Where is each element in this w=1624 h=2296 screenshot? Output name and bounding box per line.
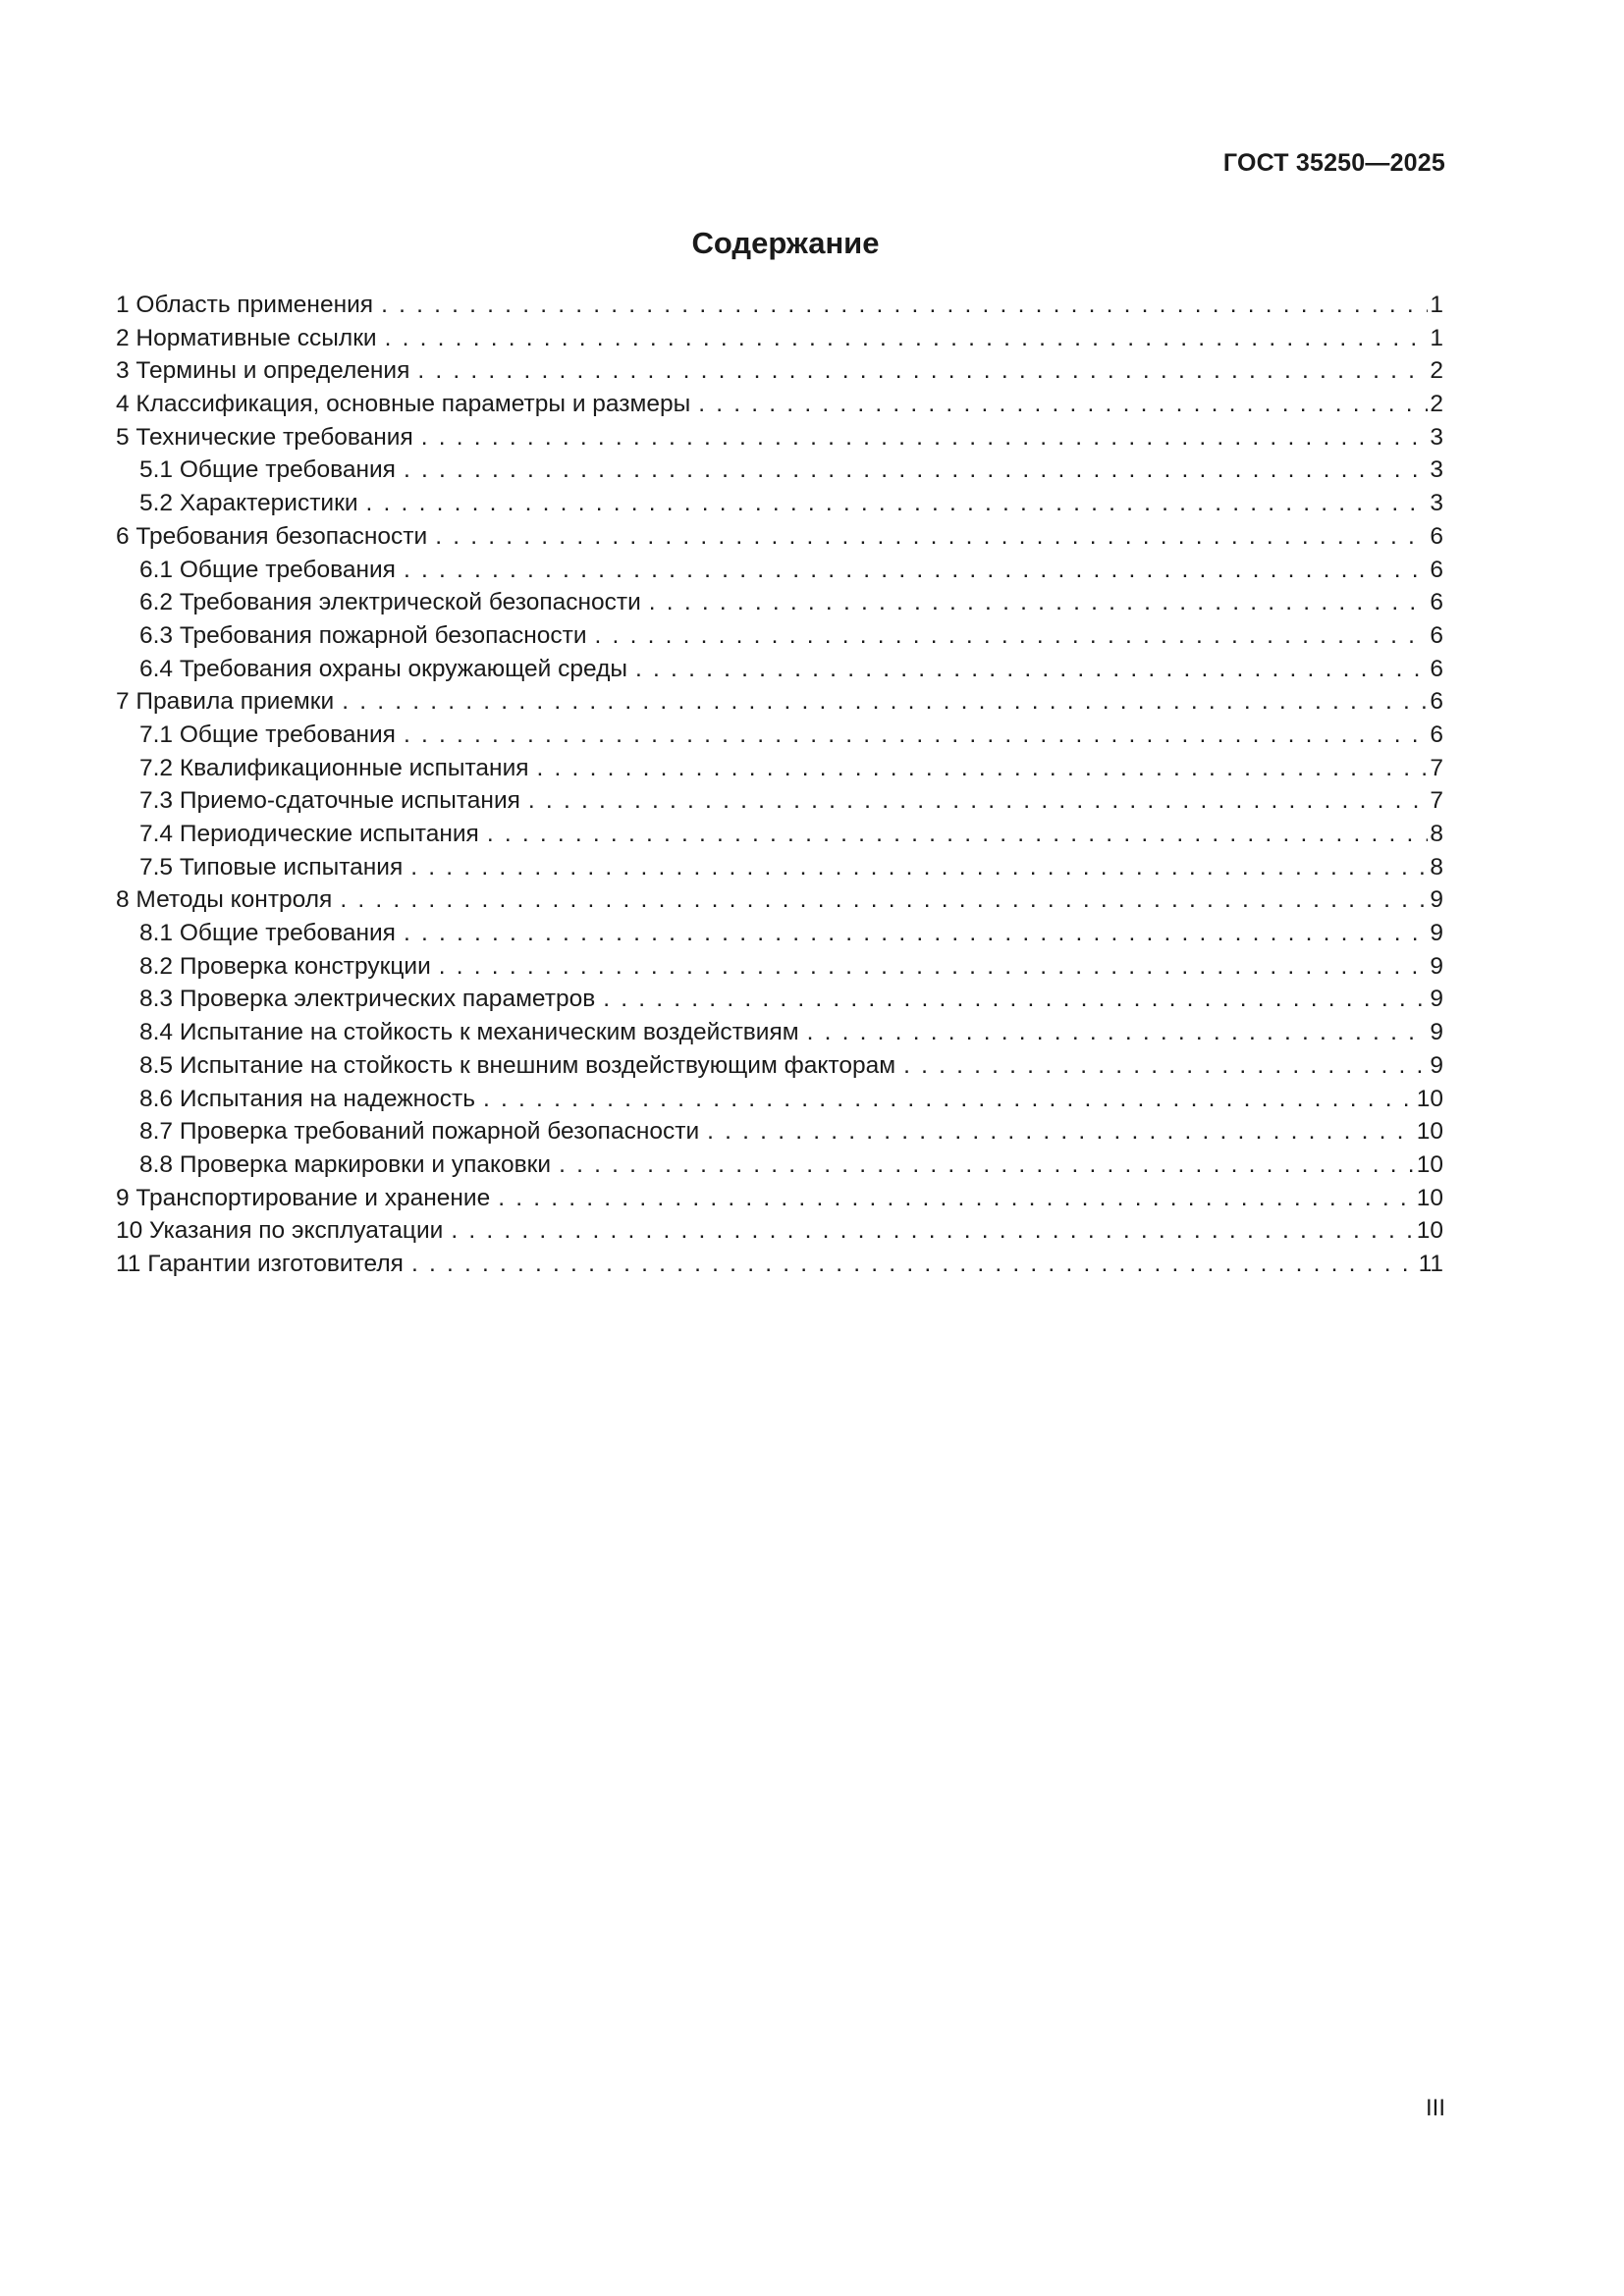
toc-entry-page: 9	[1430, 1051, 1443, 1079]
toc-entry-label: 8.2 Проверка конструкции	[139, 952, 431, 980]
toc-entry-label: 11 Гарантии изготовителя	[116, 1250, 404, 1277]
toc-title: Содержание	[691, 226, 880, 260]
toc-entry[interactable]	[116, 289, 1443, 322]
toc-dot-leader	[439, 950, 1429, 984]
toc-entry-label: 7.5 Типовые испытания	[139, 853, 404, 881]
toc-dot-leader	[404, 917, 1428, 950]
toc-entry[interactable]	[116, 619, 1443, 653]
toc-entry-label: 6.1 Общие требования	[139, 556, 396, 583]
toc-dot-leader	[385, 322, 1429, 355]
toc-entry-label: 4 Классификация, основные параметры и размеры	[116, 391, 691, 418]
toc-entry-page: 10	[1416, 1184, 1443, 1211]
toc-entry-label: 10 Указания по эксплуатации	[116, 1217, 444, 1245]
toc-dot-leader	[411, 1248, 1417, 1281]
toc-entry-page: 8	[1430, 853, 1443, 881]
toc-dot-leader	[537, 752, 1429, 785]
toc-entry-label: 5.2 Характеристики	[139, 490, 358, 517]
toc-entry-label: 9 Транспортирование и хранение	[116, 1184, 491, 1211]
toc-entry-label: 7.1 Общие требования	[139, 721, 396, 748]
toc-entry-label: 8.4 Испытание на стойкость к механическим воздействиям	[139, 1019, 799, 1046]
toc-entry-label: 8.3 Проверка электрических параметров	[139, 986, 596, 1013]
toc-entry[interactable]	[116, 586, 1443, 619]
toc-dot-leader	[483, 1083, 1415, 1116]
toc-entry[interactable]	[116, 1148, 1443, 1182]
toc-dot-leader	[404, 454, 1428, 487]
toc-dot-leader	[528, 784, 1428, 818]
toc-entry-page: 1	[1430, 292, 1443, 318]
toc-entry[interactable]	[116, 719, 1443, 752]
toc-entry[interactable]	[116, 851, 1443, 884]
toc-entry-label: 7 Правила приемки	[116, 688, 335, 716]
toc-entry[interactable]	[116, 983, 1443, 1016]
toc-entry-label: 7.2 Квалификационные испытания	[139, 754, 529, 781]
toc-entry-label: 6.4 Требования охраны окружающей среды	[139, 655, 628, 682]
toc-dot-leader	[603, 983, 1428, 1016]
toc-entry-label: 8.6 Испытания на надежность	[139, 1085, 476, 1112]
toc-entry[interactable]	[116, 784, 1443, 818]
toc-entry[interactable]	[116, 1115, 1443, 1148]
toc-dot-leader	[807, 1016, 1429, 1049]
toc-entry-page: 10	[1416, 1118, 1443, 1146]
toc-entry[interactable]	[116, 917, 1443, 950]
toc-dot-leader	[698, 388, 1428, 421]
toc-entry-page: 9	[1430, 1019, 1443, 1046]
toc-entry-page: 9	[1430, 920, 1443, 947]
toc-entry-page: 9	[1430, 952, 1443, 980]
toc-entry-label: 8 Методы контроля	[116, 886, 333, 914]
toc-entry-page: 6	[1430, 688, 1443, 716]
toc-dot-leader	[595, 619, 1429, 653]
toc-dot-leader	[342, 685, 1428, 719]
toc-dot-leader	[559, 1148, 1415, 1182]
toc-entry-page: 6	[1430, 589, 1443, 616]
toc-entry-label: 5.1 Общие требования	[139, 456, 396, 484]
toc-entry-page: 9	[1430, 886, 1443, 914]
toc-dot-leader	[410, 851, 1428, 884]
toc-dot-leader	[635, 653, 1428, 686]
table-of-contents	[116, 289, 1443, 1281]
toc-entry[interactable]	[116, 653, 1443, 686]
toc-entry[interactable]	[116, 685, 1443, 719]
toc-entry-label: 1 Область применения	[116, 292, 374, 318]
toc-dot-leader	[498, 1182, 1415, 1215]
toc-entry-page: 10	[1416, 1217, 1443, 1245]
toc-entry-label: 2 Нормативные ссылки	[116, 324, 377, 351]
toc-entry[interactable]	[116, 388, 1443, 421]
toc-dot-leader	[404, 719, 1428, 752]
toc-entry-page: 6	[1430, 721, 1443, 748]
toc-entry-label: 8.1 Общие требования	[139, 920, 396, 947]
toc-entry[interactable]	[116, 950, 1443, 984]
toc-entry[interactable]	[116, 752, 1443, 785]
toc-entry[interactable]	[116, 1016, 1443, 1049]
toc-entry-page: 1	[1430, 324, 1443, 351]
toc-entry-page: 8	[1430, 821, 1443, 847]
toc-entry-page: 7	[1430, 754, 1443, 781]
toc-entry-page: 7	[1430, 787, 1443, 815]
toc-dot-leader	[649, 586, 1429, 619]
toc-entry-page: 3	[1430, 456, 1443, 484]
toc-entry-page: 10	[1416, 1150, 1443, 1178]
toc-entry-label: 6 Требования безопасности	[116, 522, 428, 550]
toc-dot-leader	[707, 1115, 1415, 1148]
toc-entry-page: 3	[1430, 490, 1443, 517]
toc-entry-page: 10	[1416, 1085, 1443, 1112]
toc-entry-page: 3	[1430, 423, 1443, 451]
toc-entry[interactable]	[116, 818, 1443, 851]
toc-dot-leader	[421, 421, 1429, 454]
toc-dot-leader	[381, 289, 1428, 322]
toc-dot-leader	[903, 1049, 1428, 1083]
toc-entry-page: 6	[1430, 655, 1443, 682]
toc-entry[interactable]	[116, 1248, 1443, 1281]
toc-entry-page: 6	[1430, 522, 1443, 550]
toc-entry[interactable]	[116, 421, 1443, 454]
toc-entry[interactable]	[116, 1182, 1443, 1215]
toc-entry-page: 9	[1430, 986, 1443, 1013]
toc-dot-leader	[340, 883, 1428, 917]
toc-entry[interactable]	[116, 520, 1443, 554]
toc-entry-label: 6.2 Требования электрической безопасности	[139, 589, 641, 616]
toc-entry-label: 7.3 Приемо-сдаточные испытания	[139, 787, 520, 815]
toc-dot-leader	[366, 487, 1429, 520]
toc-entry-page: 6	[1430, 621, 1443, 649]
toc-entry[interactable]	[116, 454, 1443, 487]
toc-entry[interactable]	[116, 554, 1443, 587]
toc-entry-page: 6	[1430, 556, 1443, 583]
toc-entry[interactable]	[116, 487, 1443, 520]
toc-dot-leader	[435, 520, 1428, 554]
toc-entry-label: 8.5 Испытание на стойкость к внешним воздействующим факторам	[139, 1051, 896, 1079]
toc-entry[interactable]	[116, 1083, 1443, 1116]
toc-dot-leader	[451, 1214, 1414, 1248]
toc-dot-leader	[487, 818, 1429, 851]
document-code: ГОСТ 35250—2025	[1222, 149, 1445, 177]
page-number: III	[1425, 2095, 1445, 2121]
toc-entry-label: 8.8 Проверка маркировки и упаковки	[139, 1150, 552, 1178]
toc-dot-leader	[417, 354, 1428, 388]
toc-entry-page: 2	[1430, 391, 1443, 418]
toc-entry-label: 8.7 Проверка требований пожарной безопасности	[139, 1118, 700, 1146]
toc-entry-label: 6.3 Требования пожарной безопасности	[139, 621, 587, 649]
toc-entry[interactable]	[116, 883, 1443, 917]
toc-dot-leader	[404, 554, 1428, 587]
toc-entry[interactable]	[116, 322, 1443, 355]
toc-entry-page: 11	[1418, 1250, 1443, 1277]
toc-entry[interactable]	[116, 1049, 1443, 1083]
toc-entry-label: 7.4 Периодические испытания	[139, 821, 479, 847]
toc-entry-page: 2	[1430, 357, 1443, 385]
toc-entry[interactable]	[116, 1214, 1443, 1248]
toc-entry-label: 5 Технические требования	[116, 423, 413, 451]
toc-entry[interactable]	[116, 354, 1443, 388]
toc-entry-label: 3 Термины и определения	[116, 357, 410, 385]
